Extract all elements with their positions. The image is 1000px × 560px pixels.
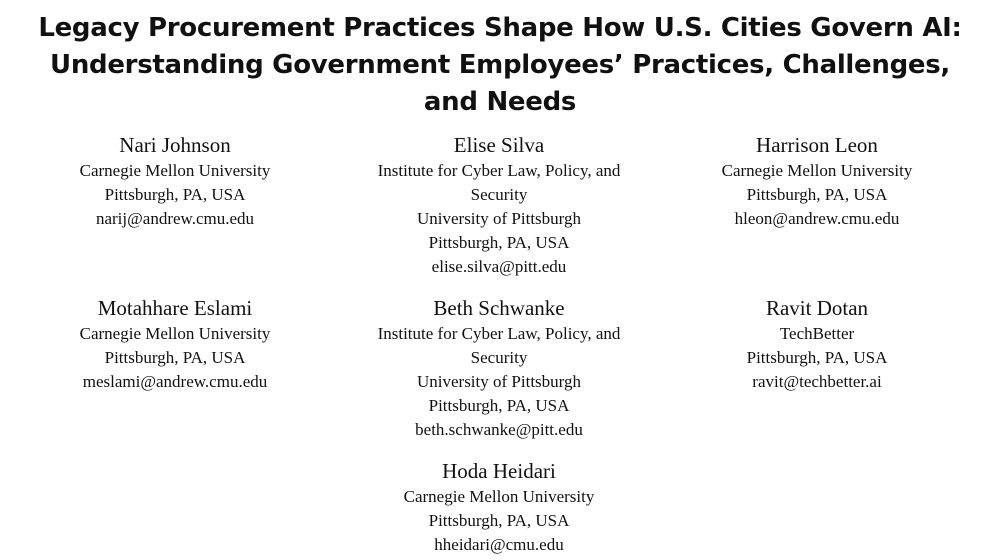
author-block-ravit-dotan <box>657 294 977 394</box>
author-name: Motahhare Eslami <box>97 296 253 320</box>
author-name: Harrison Leon <box>756 133 878 157</box>
author-location: Pittsburgh, PA, USA <box>428 233 570 252</box>
author-block-motahhare-eslami <box>15 294 335 394</box>
author-affiliation: TechBetter <box>779 324 855 343</box>
author-affiliation: Institute for Cyber Law, Policy, and <box>377 161 621 180</box>
author-email[interactable]: beth.schwanke@pitt.edu <box>415 420 583 439</box>
author-email[interactable]: meslami@andrew.cmu.edu <box>82 372 268 391</box>
author-affiliation: Carnegie Mellon University <box>721 161 913 180</box>
author-name: Elise Silva <box>453 133 545 157</box>
author-location: Pittsburgh, PA, USA <box>428 511 570 530</box>
author-affiliation: Carnegie Mellon University <box>403 487 595 506</box>
author-block-hoda-heidari <box>339 457 659 557</box>
author-block-harrison-leon <box>657 131 977 231</box>
author-name: Hoda Heidari <box>442 459 556 483</box>
title-line-3: and Needs <box>423 87 577 117</box>
author-block-beth-schwanke <box>339 294 659 442</box>
title-line-1: Legacy Procurement Practices Shape How U.S. Cities Govern AI: <box>38 13 962 43</box>
author-affiliation: Security <box>470 348 528 367</box>
author-affiliation: Security <box>470 185 528 204</box>
author-block-nari-johnson <box>15 131 335 231</box>
author-affiliation: Institute for Cyber Law, Policy, and <box>377 324 621 343</box>
author-block-elise-silva <box>339 131 659 279</box>
author-affiliation: University of Pittsburgh <box>416 372 582 391</box>
author-email[interactable]: ravit@techbetter.ai <box>752 372 882 391</box>
author-location: Pittsburgh, PA, USA <box>746 348 888 367</box>
author-location: Pittsburgh, PA, USA <box>746 185 888 204</box>
author-location: Pittsburgh, PA, USA <box>104 185 246 204</box>
author-email[interactable]: hleon@andrew.cmu.edu <box>734 209 900 228</box>
author-email[interactable]: hheidari@cmu.edu <box>434 535 564 554</box>
paper-title <box>0 10 1000 121</box>
author-location: Pittsburgh, PA, USA <box>104 348 246 367</box>
title-line-2: Understanding Government Employees’ Practices, Challenges, <box>50 50 950 80</box>
author-name: Ravit Dotan <box>765 296 869 320</box>
author-affiliation: Carnegie Mellon University <box>79 324 271 343</box>
author-location: Pittsburgh, PA, USA <box>428 396 570 415</box>
author-name: Nari Johnson <box>119 133 231 157</box>
author-email[interactable]: elise.silva@pitt.edu <box>431 257 567 276</box>
author-affiliation: University of Pittsburgh <box>416 209 582 228</box>
author-name: Beth Schwanke <box>433 296 565 320</box>
author-affiliation: Carnegie Mellon University <box>79 161 271 180</box>
author-email[interactable]: narij@andrew.cmu.edu <box>95 209 255 228</box>
